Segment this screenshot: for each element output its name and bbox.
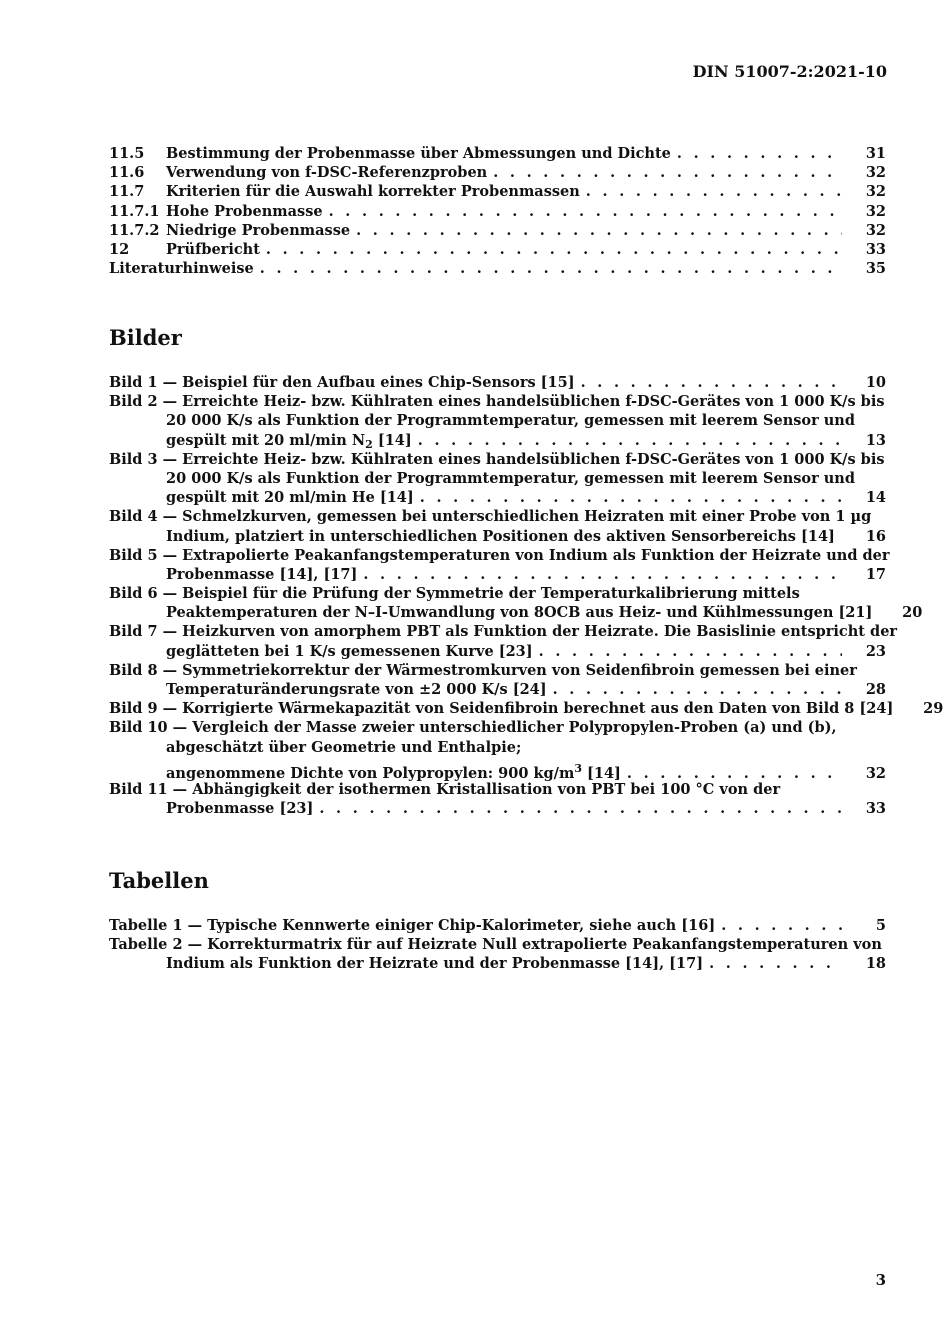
figure-page: 29: [923, 700, 944, 718]
figure-entry-end[interactable]: [109, 565, 886, 584]
figure-caption-cont: 20 000 K/s als Funktion der Programmtemperatur, gemessen mit leerem Sensor und: [166, 412, 855, 430]
figure-caption-cont: geglätteten bei 1 K/s gemessenen Kurve [23]: [166, 642, 533, 660]
figure-caption: Bild 9 — Korrigierte Wärmekapazität von Seidenfibroin berechnet aus den Daten von Bild 8 [24]: [109, 700, 894, 718]
table-caption[interactable]: Tabelle 2 — Korrekturmatrix für auf Heizrate Null extrapolierte Peakanfangstemperaturen von: [109, 936, 882, 954]
figure-page: 16: [865, 527, 886, 545]
figure-caption[interactable]: Bild 4 — Schmelzkurven, gemessen bei unterschiedlichen Heizraten mit einer Probe von 1 µg: [109, 508, 872, 526]
toc-number: 11.6: [109, 164, 145, 182]
toc-entry[interactable]: [109, 144, 886, 163]
toc-title: Bestimmung der Probenmasse über Abmessungen und Dichte: [166, 145, 671, 162]
figure-caption-cont: Indium, platziert in unterschiedlichen Positionen des aktiven Sensorbereichs [14]: [166, 527, 835, 545]
figure-caption[interactable]: Bild 7 — Heizkurven von amorphem PBT als Funktion der Heizrate. Die Basislinie entspricht der: [109, 623, 898, 641]
figure-page: 23: [865, 642, 886, 660]
leader-dots: [539, 642, 842, 661]
toc-entry[interactable]: [109, 182, 886, 201]
figure-caption-cont: Peaktemperaturen der N–I-Umwandlung von 8OCB aus Heiz- und Kühlmessungen [21]: [166, 604, 873, 622]
toc-number: 11.7.2: [109, 221, 160, 239]
toc-number: 12: [109, 240, 130, 258]
figure-entry-end[interactable]: [109, 488, 886, 507]
tables-list: [109, 916, 886, 974]
figure-page: 10: [865, 374, 886, 391]
figure-caption[interactable]: Bild 3 — Erreichte Heiz- bzw. Kühlraten eines handelsüblichen f-DSC-Gerätes von 1 000 K/s bis: [109, 450, 885, 468]
toc-title: Verwendung von f-DSC-Referenzproben: [166, 164, 488, 182]
toc-entry[interactable]: [109, 163, 886, 182]
leader-dots: [319, 799, 842, 818]
figure-entry-end[interactable]: [109, 527, 886, 546]
toc-page: 31: [865, 145, 886, 162]
figure-entry-end[interactable]: [109, 431, 886, 450]
figure-caption[interactable]: Bild 11 — Abhängigkeit der isothermen Kristallisation von PBT bei 100 °C von der: [109, 780, 781, 798]
figure-caption-cont: gespült mit 20 ml/min $N_2$ [14]: [166, 431, 412, 451]
figure-entry-end[interactable]: [109, 603, 923, 622]
toc-entry[interactable]: [109, 240, 886, 259]
figure-entry[interactable]: [109, 373, 886, 392]
toc-page: 32: [865, 164, 886, 182]
figure-caption[interactable]: Bild 8 — Symmetriekorrektur der Wärmestromkurven von Seidenfibroin gemessen bei einer: [109, 661, 857, 679]
figure-page: 14: [865, 489, 886, 507]
toc-page: 33: [865, 240, 886, 258]
figure-entry-end[interactable]: [109, 680, 886, 699]
figure-page: 17: [865, 565, 886, 583]
leader-dots: [420, 488, 842, 507]
figure-caption-cont: angenommene Dichte von Polypropylen: 900 $kg/m^3$ [14]: [166, 761, 621, 782]
toc-entry[interactable]: [109, 259, 886, 278]
leader-dots: [260, 259, 842, 278]
figures-heading: Bilder: [109, 325, 182, 350]
figure-caption-cont: abgeschätzt über Geometrie und Enthalpie;: [166, 738, 522, 756]
toc-title: Prüfbericht: [166, 240, 260, 258]
toc-number: 11.5: [109, 145, 145, 162]
figure-entry[interactable]: [109, 699, 944, 718]
leader-dots: [356, 221, 842, 240]
toc-list: [109, 144, 886, 278]
figure-caption[interactable]: Bild 6 — Beispiel für die Prüfung der Symmetrie der Temperaturkalibrierung mittels: [109, 585, 800, 603]
figure-caption-cont: Probenmasse [23]: [166, 799, 314, 817]
table-page: 18: [865, 955, 886, 973]
toc-entry[interactable]: [109, 221, 886, 240]
toc-title: Kriterien für die Auswahl korrekter Probenmassen: [166, 183, 580, 201]
figure-caption: Bild 1 — Beispiel für den Aufbau eines Chip-Sensors [15]: [109, 374, 575, 391]
leader-dots: [709, 954, 842, 973]
figure-caption-cont: 20 000 K/s als Funktion der Programmtemperatur, gemessen mit leerem Sensor und: [166, 469, 855, 487]
toc-number: 11.7: [109, 183, 145, 201]
leader-dots: [581, 373, 842, 392]
leader-dots: [553, 680, 842, 699]
table-page: 5: [875, 917, 886, 934]
figure-caption[interactable]: Bild 2 — Erreichte Heiz- bzw. Kühlraten eines handelsüblichen f-DSC-Gerätes von 1 000 K/s bis: [109, 393, 885, 411]
leader-dots: [721, 916, 842, 935]
leader-dots: [266, 240, 842, 259]
table-entry-end[interactable]: [109, 954, 886, 973]
figure-page: 32: [865, 764, 886, 782]
toc-title: Literaturhinweise: [109, 260, 254, 278]
toc-title: Hohe Probenmasse: [166, 202, 323, 220]
toc-title: Niedrige Probenmasse: [166, 221, 351, 239]
table-caption-cont: Indium als Funktion der Heizrate und der Probenmasse [14], [17]: [166, 955, 704, 973]
figure-page: 33: [865, 799, 886, 817]
figure-caption[interactable]: Bild 5 — Extrapolierte Peakanfangstemperaturen von Indium als Funktion der Heizrate und der: [109, 546, 890, 564]
leader-dots: [363, 565, 842, 584]
leader-dots: [493, 163, 842, 182]
figure-caption-cont: Probenmasse [14], [17]: [166, 565, 358, 583]
figure-page: 28: [865, 681, 886, 698]
table-entry[interactable]: [109, 916, 886, 935]
figure-caption[interactable]: Bild 10 — Vergleich der Masse zweier unterschiedlicher Polypropylen-Proben (a) und (b),: [109, 719, 837, 737]
tables-heading: Tabellen: [109, 868, 209, 893]
figure-entry-end[interactable]: [109, 757, 886, 780]
figure-entry-end[interactable]: [109, 642, 886, 661]
toc-page: 32: [865, 183, 886, 201]
figure-caption-cont: Temperaturänderungsrate von ±2 000 K/s [24]: [166, 681, 547, 698]
toc-page: 32: [865, 221, 886, 239]
leader-dots: [677, 144, 842, 163]
leader-dots: [418, 431, 842, 450]
page-number: 3: [875, 1271, 886, 1289]
toc-page: 32: [865, 202, 886, 220]
toc-page: 35: [865, 260, 886, 278]
leader-dots: [586, 182, 842, 201]
figure-page: 20: [902, 604, 923, 622]
figure-caption-cont: gespült mit 20 ml/min He [14]: [166, 489, 414, 507]
toc-number: 11.7.1: [109, 202, 160, 220]
table-caption: Tabelle 1 — Typische Kennwerte einiger Chip-Kalorimeter, siehe auch [16]: [109, 917, 716, 934]
figure-entry-end[interactable]: [109, 799, 886, 818]
leader-dots: [329, 202, 842, 221]
document-id: DIN 51007-2:2021-10: [692, 62, 887, 81]
figures-list: [109, 373, 944, 818]
figure-page: 13: [865, 431, 886, 449]
toc-entry[interactable]: [109, 202, 886, 221]
